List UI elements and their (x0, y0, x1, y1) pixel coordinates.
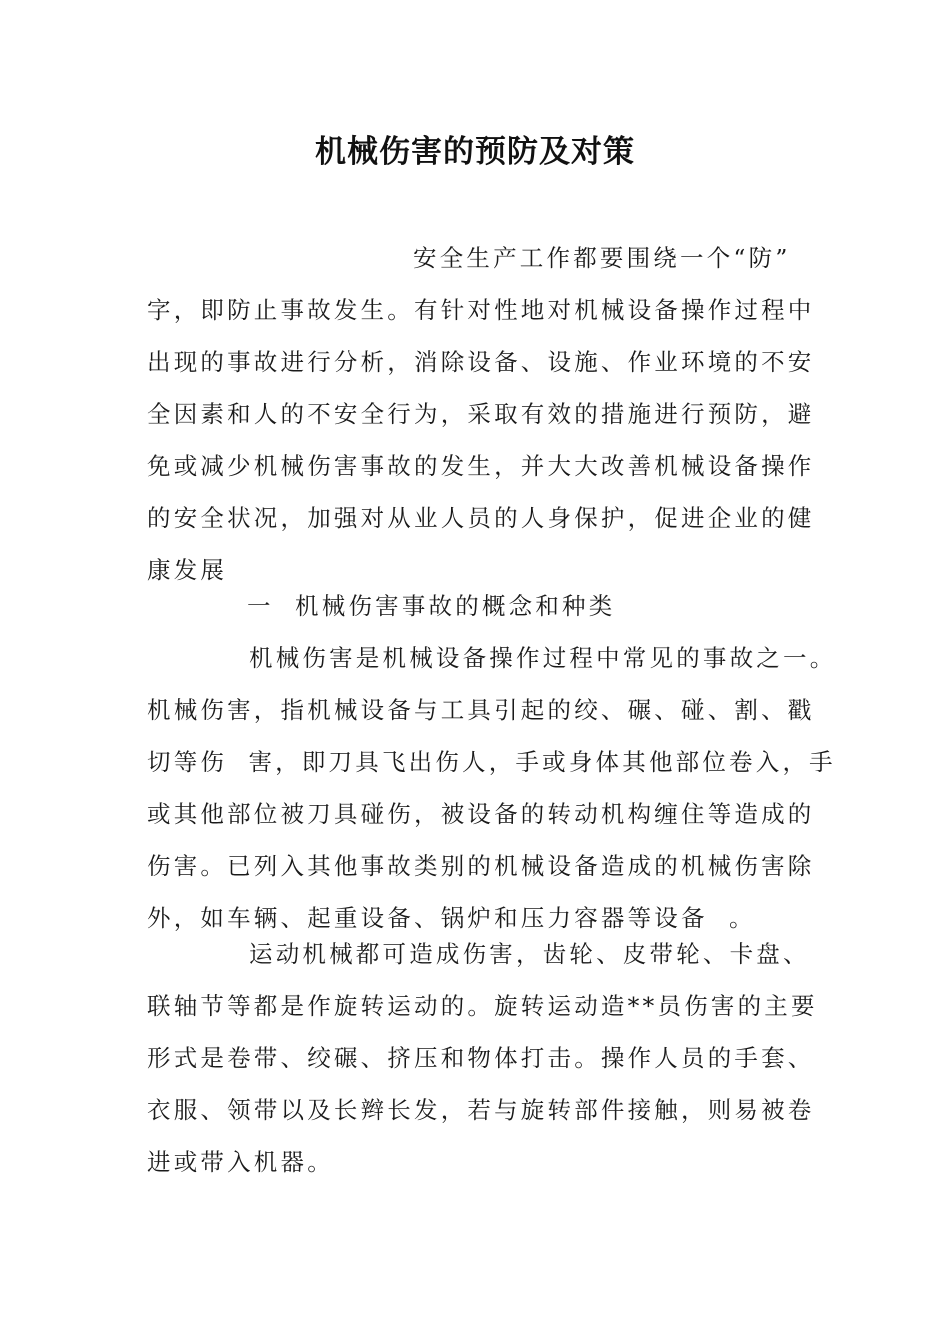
text-line: 免或减少机械伤害事故的发生，并大大改善机械设备操作 (147, 452, 815, 480)
text-line: 字，即防止事故发生。有针对性地对机械设备操作过程中 (147, 296, 815, 324)
text-line: 或其他部位被刀具碰伤，被设备的转动机构缠住等造成的 (147, 800, 815, 828)
text-line: 联轴节等都是作旋转运动的。旋转运动造**员伤害的主要 (147, 992, 818, 1020)
text-line: 安全生产工作都要围绕一个“防” (413, 244, 791, 272)
intro-paragraph (147, 232, 815, 596)
text-line: 形式是卷带、绞碾、挤压和物体打击。操作人员的手套、 (147, 1044, 815, 1072)
section-heading (147, 580, 809, 632)
text-line: 机械伤害，指机械设备与工具引起的绞、碾、碰、割、戳 (147, 696, 815, 724)
text-line: 切等伤 害，即刀具飞出伤人，手或身体其他部位卷入，手 (147, 748, 836, 776)
text-line: 康发展 (147, 556, 228, 584)
text-line: 全因素和人的不安全行为，采取有效的措施进行预防，避 (147, 400, 815, 428)
text-line: 伤害。已列入其他事故类别的机械设备造成的机械伤害除 (147, 852, 815, 880)
text-line: 运动机械都可造成伤害，齿轮、皮带轮、卡盘、 (249, 940, 810, 968)
text-line: 衣服、领带以及长辫长发，若与旋转部件接触，则易被卷 (147, 1096, 815, 1124)
text-line: 外，如车辆、起重设备、锅炉和压力容器等设备 。 (147, 904, 756, 932)
paragraph-rotation (147, 928, 818, 1188)
document-title: 机械伤害的预防及对策 (315, 134, 635, 170)
paragraph-definition (147, 632, 837, 944)
text-line: 的安全状况，加强对从业人员的人身保护，促进企业的健 (147, 504, 815, 532)
text-line: 机械伤害是机械设备操作过程中常见的事故之一。 (249, 644, 837, 672)
section-heading-text: 一 机械伤害事故的概念和种类 (247, 592, 616, 620)
text-line: 出现的事故进行分析，消除设备、设施、作业环境的不安 (147, 348, 815, 376)
text-line: 进或带入机器。 (147, 1148, 334, 1176)
